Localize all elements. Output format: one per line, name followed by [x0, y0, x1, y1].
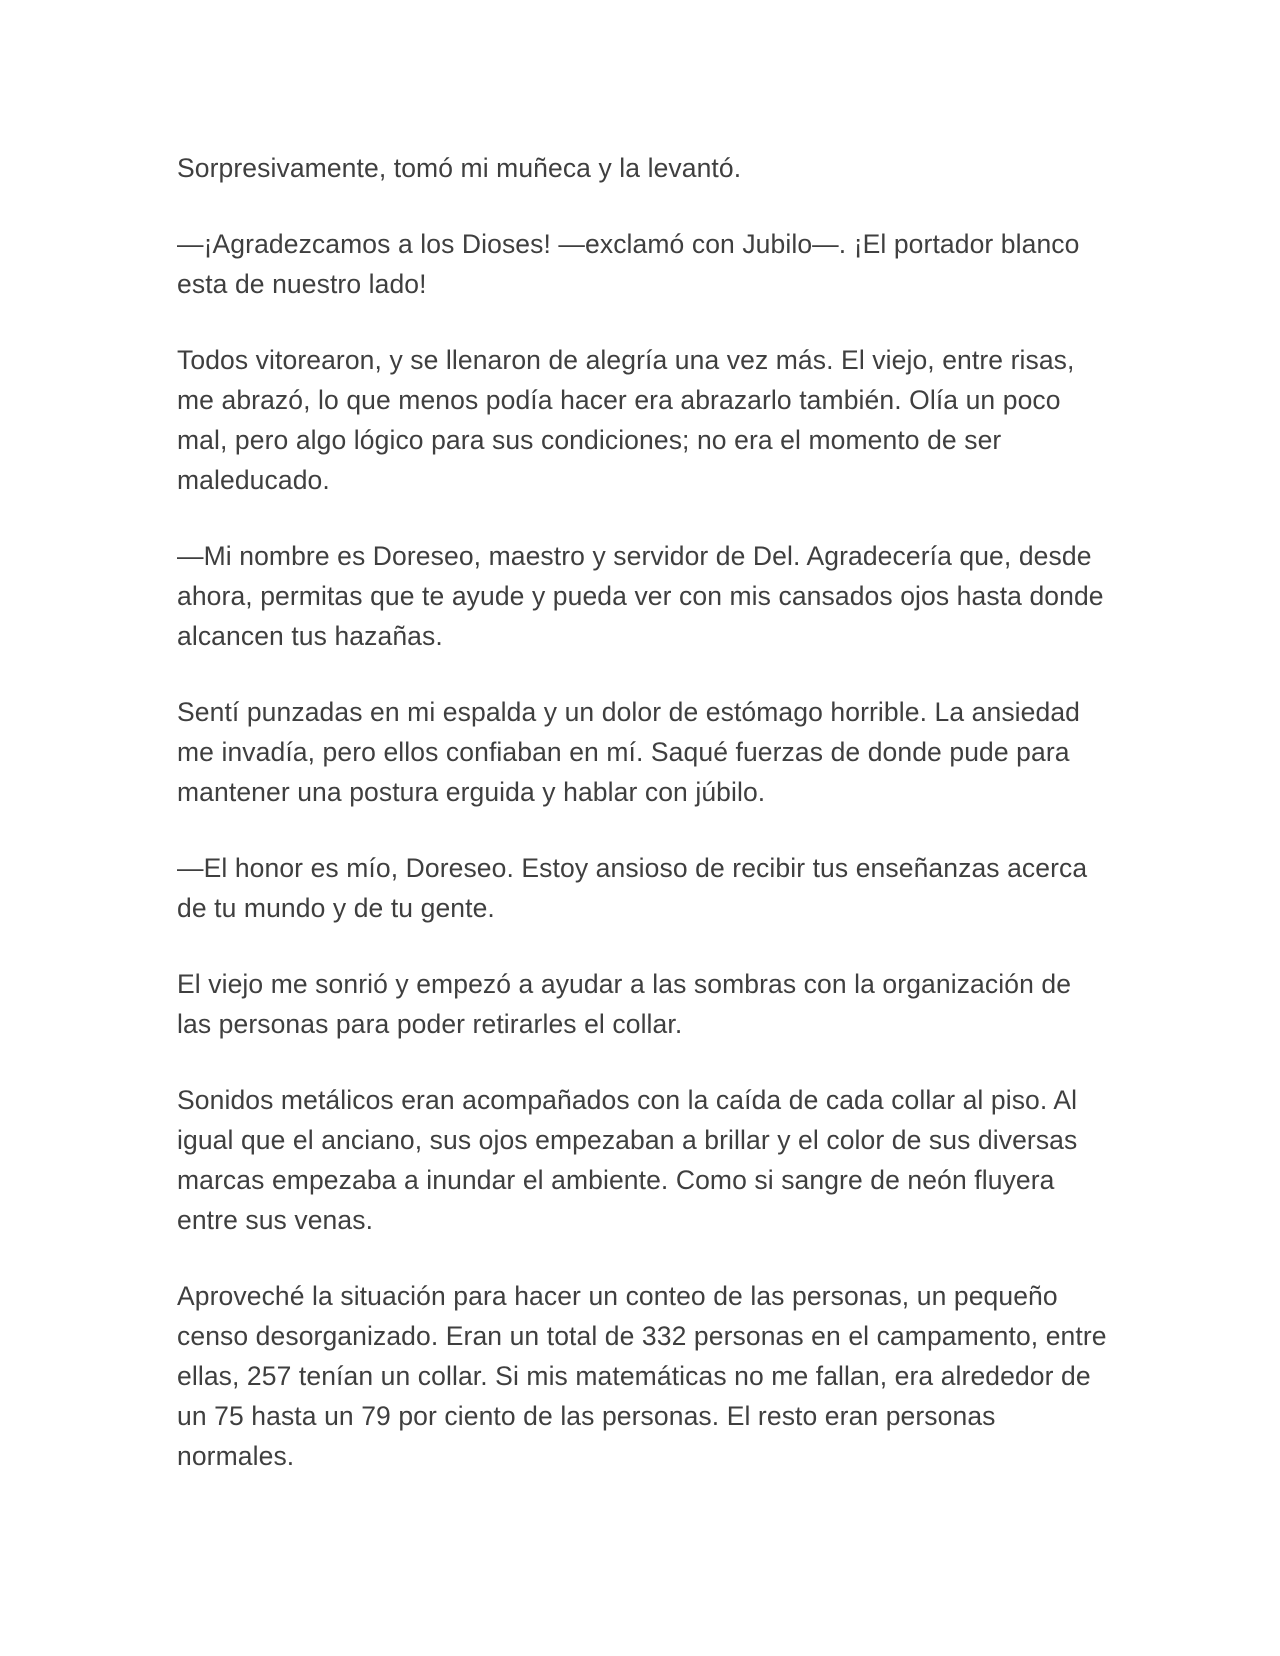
- paragraph: Sonidos metálicos eran acompañados con la caída de cada collar al piso. Al igual que el anciano, sus ojos empezaban a brillar y el color de sus diversas marcas empezaba a inundar el ambiente. Como si sangre de neón fluyera entre sus venas.: [177, 1085, 1078, 1235]
- paragraph: El viejo me sonrió y empezó a ayudar a las sombras con la organización de las personas para poder retirarles el collar.: [177, 969, 1072, 1039]
- paragraph: Aproveché la situación para hacer un conteo de las personas, un pequeño censo desorganizado. Eran un total de 332 personas en el campamento, entre ellas, 257 tenían un collar. Si mis matemáticas no me fallan, era alrededor de un 75 hasta un 79 por ciento de las personas. El resto eran personas normales.: [177, 1281, 1107, 1471]
- paragraph: —¡Agradezcamos a los Dioses! —exclamó con Jubilo—. ¡El portador blanco esta de nuestro lado!: [177, 229, 1080, 299]
- paragraph: —Mi nombre es Doreseo, maestro y servidor de Del. Agradecería que, desde ahora, permitas que te ayude y pueda ver con mis cansados ojos hasta donde alcancen tus hazañas.: [177, 541, 1104, 651]
- paragraph: —El honor es mío, Doreseo. Estoy ansioso de recibir tus enseñanzas acerca de tu mundo y de tu gente.: [177, 853, 1088, 923]
- paragraph: Sorpresivamente, tomó mi muñeca y la levantó.: [177, 153, 742, 183]
- document-body: [177, 148, 1107, 1512]
- paragraph: Todos vitorearon, y se llenaron de alegría una vez más. El viejo, entre risas, me abrazó, lo que menos podía hacer era abrazarlo también. Olía un poco mal, pero algo lógico para sus condiciones; no era el momento de ser maleducado.: [177, 345, 1075, 495]
- paragraph: Sentí punzadas en mi espalda y un dolor de estómago horrible. La ansiedad me invadía, pero ellos confiaban en mí. Saqué fuerzas de donde pude para mantener una postura erguida y hablar con júbilo.: [177, 697, 1081, 807]
